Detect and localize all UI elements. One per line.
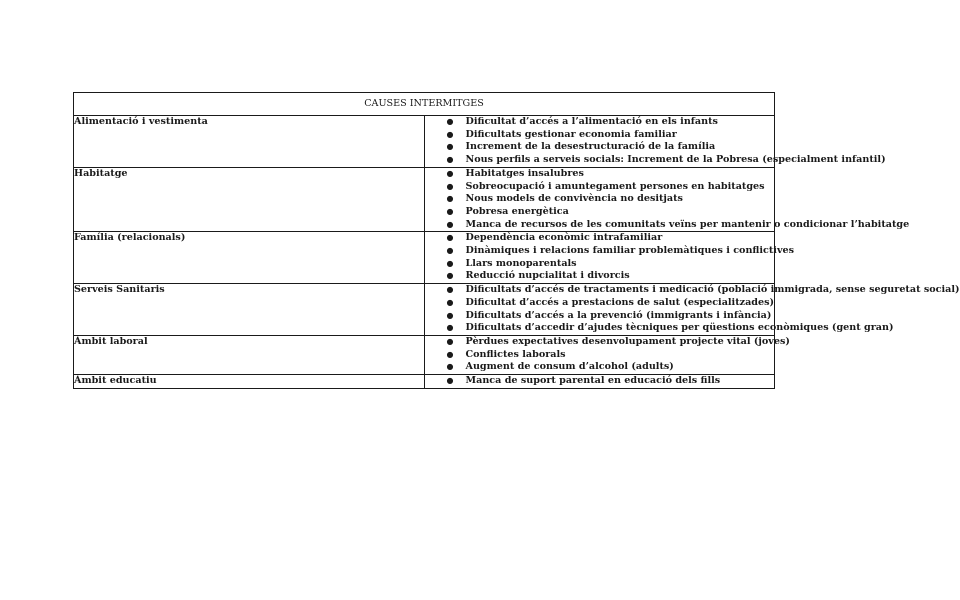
list-item-text: Reducció nupcialitat i divorcis bbox=[465, 270, 630, 282]
row-items-cell bbox=[424, 375, 775, 389]
list-item bbox=[425, 349, 775, 362]
bullet-icon: ● bbox=[446, 285, 454, 295]
bullet-icon: ● bbox=[446, 194, 454, 204]
list-item bbox=[425, 141, 775, 154]
bullet-icon: ● bbox=[446, 362, 454, 372]
list-item bbox=[425, 245, 795, 258]
list-item-text: Llars monoparentals bbox=[465, 257, 577, 269]
list-item bbox=[425, 361, 775, 374]
bullet-icon: ● bbox=[446, 246, 454, 256]
list-item bbox=[425, 335, 790, 349]
list-item-text: Manca de suport parental en educació dels fills bbox=[465, 375, 721, 387]
list-item-text: Sobreocupació i amuntegament persones en habitatges bbox=[465, 180, 765, 192]
list-item-text: Nous perfils a serveis socials: Increment de la Pobresa (especialment infantil) bbox=[465, 154, 886, 166]
bullet-icon: ● bbox=[446, 310, 454, 320]
bullet-icon: ● bbox=[446, 219, 454, 229]
table-title: CAUSES INTERMITGES bbox=[74, 93, 775, 116]
list-item bbox=[425, 232, 775, 245]
list-item bbox=[425, 181, 775, 194]
bullet-icon: ● bbox=[446, 258, 454, 268]
list-item bbox=[425, 206, 775, 219]
table-row bbox=[74, 375, 775, 389]
list-item-text: Dificultat d’accés a l’alimentació en els infants bbox=[465, 116, 718, 127]
list-item bbox=[425, 129, 775, 142]
row-items-cell bbox=[424, 232, 795, 284]
bullet-icon: ● bbox=[446, 168, 454, 178]
bullet-icon: ● bbox=[446, 376, 454, 386]
bullet-icon: ● bbox=[446, 181, 454, 191]
list-item bbox=[425, 168, 775, 181]
row-items-cell bbox=[424, 284, 960, 336]
row-category-label: Habitatge bbox=[74, 167, 425, 232]
causes-table bbox=[73, 92, 960, 389]
table-row bbox=[74, 335, 775, 374]
list-item-text: Pobresa energètica bbox=[465, 205, 569, 217]
list-item-text: Manca de recursos de les comunitats veïns per mantenir o condicionar l’habitatge bbox=[465, 218, 910, 230]
list-item-text: Pèrdues expectatives desenvolupament projecte vital (joves) bbox=[465, 335, 790, 347]
list-item bbox=[425, 258, 775, 271]
list-item bbox=[425, 218, 910, 232]
list-item bbox=[425, 375, 775, 388]
list-item bbox=[425, 154, 886, 167]
list-item bbox=[425, 284, 960, 297]
row-items-cell bbox=[424, 167, 910, 232]
list-item-text: Increment de la desestructuració de la família bbox=[465, 141, 716, 153]
bullet-list bbox=[425, 375, 775, 388]
list-item-text: Nous models de convivència no desitjats bbox=[465, 193, 683, 205]
list-item bbox=[425, 297, 775, 310]
bullet-list bbox=[425, 232, 795, 283]
list-item-text: Dificultats d’accés de tractaments i medicació (població immigrada, sense seguretat social) bbox=[465, 284, 960, 296]
table-row bbox=[74, 232, 775, 284]
bullet-icon: ● bbox=[446, 142, 454, 152]
list-item-text: Dificultats gestionar economia familiar bbox=[465, 128, 677, 140]
list-item-text: Augment de consum d’alcohol (adults) bbox=[465, 361, 674, 373]
table-header-row bbox=[74, 93, 775, 116]
bullet-icon: ● bbox=[446, 129, 454, 139]
bullet-icon: ● bbox=[446, 271, 454, 281]
bullet-icon: ● bbox=[446, 349, 454, 359]
row-category-label: Serveis Sanitaris bbox=[74, 284, 425, 336]
table-row bbox=[74, 284, 775, 336]
table-body bbox=[74, 116, 960, 389]
list-item-text: Dificultat d’accés a prestacions de salut (especialitzades) bbox=[465, 296, 775, 308]
list-item-text: Habitatges insalubres bbox=[465, 167, 584, 179]
table-row bbox=[74, 116, 775, 168]
table-row bbox=[74, 167, 775, 232]
list-item bbox=[425, 322, 894, 335]
row-items-cell bbox=[424, 116, 886, 168]
bullet-icon: ● bbox=[446, 155, 454, 165]
row-items-cell bbox=[424, 335, 790, 374]
list-item bbox=[425, 193, 775, 206]
list-item-text: Conflictes laborals bbox=[465, 348, 566, 360]
bullet-list bbox=[425, 335, 790, 374]
list-item bbox=[425, 310, 775, 323]
list-item bbox=[425, 270, 775, 283]
bullet-icon: ● bbox=[446, 323, 454, 333]
row-category-label: Àmbit educatiu bbox=[74, 375, 425, 389]
bullet-list bbox=[425, 167, 910, 232]
list-item-text: Dinàmiques i relacions familiar problemàtiques i conflictives bbox=[465, 245, 795, 257]
row-category-label: Àmbit laboral bbox=[74, 335, 425, 374]
list-item-text: Dificultats d’accés a la prevenció (immigrants i infància) bbox=[465, 309, 772, 321]
bullet-icon: ● bbox=[446, 233, 454, 243]
bullet-list bbox=[425, 284, 960, 335]
list-item bbox=[425, 116, 775, 129]
bullet-icon: ● bbox=[446, 336, 454, 346]
list-item-text: Dependència econòmic intrafamiliar bbox=[465, 232, 663, 244]
row-category-label: Alimentació i vestimenta bbox=[74, 116, 425, 168]
bullet-icon: ● bbox=[446, 117, 454, 126]
row-category-label: Família (relacionals) bbox=[74, 232, 425, 284]
bullet-icon: ● bbox=[446, 297, 454, 307]
bullet-icon: ● bbox=[446, 206, 454, 216]
list-item-text: Dificultats d’accedir d’ajudes tècniques per qüestions econòmiques (gent gran) bbox=[465, 322, 894, 334]
bullet-list bbox=[425, 116, 886, 167]
